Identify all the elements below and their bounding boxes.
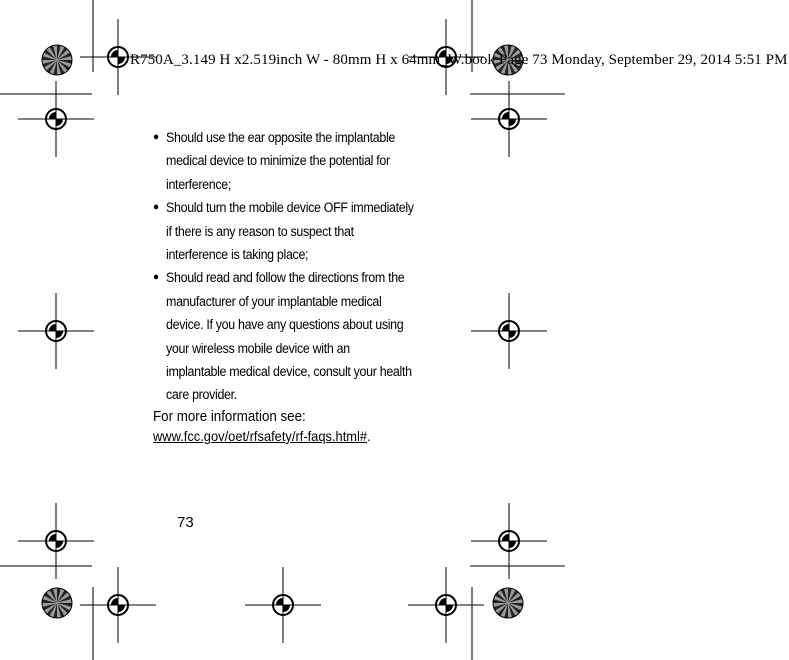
bullet-icon: ● <box>153 271 159 284</box>
star-target-icon <box>42 588 72 618</box>
registration-target-icon <box>245 567 321 643</box>
list-item <box>153 126 443 196</box>
registration-target-icon <box>18 503 94 579</box>
url-trailing-period: . <box>367 427 371 444</box>
bullet-line: implantable medical device, consult your health <box>166 364 412 380</box>
page-number: 73 <box>177 514 194 531</box>
bullet-line: Should read and follow the directions from the <box>166 270 405 286</box>
bullet-line: interference is taking place; <box>166 247 309 263</box>
registration-target-icon <box>18 81 94 157</box>
bullet-line: device. If you have any questions about using <box>166 317 404 333</box>
bullet-line: care provider. <box>166 387 237 403</box>
registration-target-icon <box>80 567 156 643</box>
registration-target-icon <box>408 567 484 643</box>
bullet-line: manufacturer of your implantable medical <box>166 293 382 309</box>
bullet-line: if there is any reason to suspect that <box>166 223 354 239</box>
bullet-line: Should use the ear opposite the implantable <box>166 130 396 145</box>
bullet-line: interference; <box>166 176 232 192</box>
registration-target-icon <box>471 81 547 157</box>
bullet-line: medical device to minimize the potential for <box>166 153 390 169</box>
bullet-list <box>153 126 438 407</box>
bullet-icon: ● <box>153 201 159 214</box>
registration-target-icon <box>471 503 547 579</box>
bullet-line: Should turn the mobile device OFF immediately <box>166 200 414 216</box>
star-target-icon <box>493 588 523 618</box>
star-target-icon <box>42 45 72 75</box>
registration-target-icon <box>18 293 94 369</box>
more-info-label: For more information see: <box>153 408 306 425</box>
print-slug-line: R750A_3.149 H x2.519inch W - 80mm H x 64mm_W.book Page 73 Monday, September 29, 2014 5:51 PM <box>130 52 788 68</box>
fcc-url-link[interactable]: www.fcc.gov/oet/rfsafety/rf-faqs.html# <box>153 427 368 444</box>
more-info-link-line <box>153 427 429 445</box>
bullet-line: your wireless mobile device with an <box>166 340 350 356</box>
list-item <box>153 266 443 406</box>
list-item <box>153 196 443 266</box>
registration-target-icon <box>471 293 547 369</box>
bullet-icon: ● <box>153 131 159 143</box>
page-body <box>153 126 438 445</box>
